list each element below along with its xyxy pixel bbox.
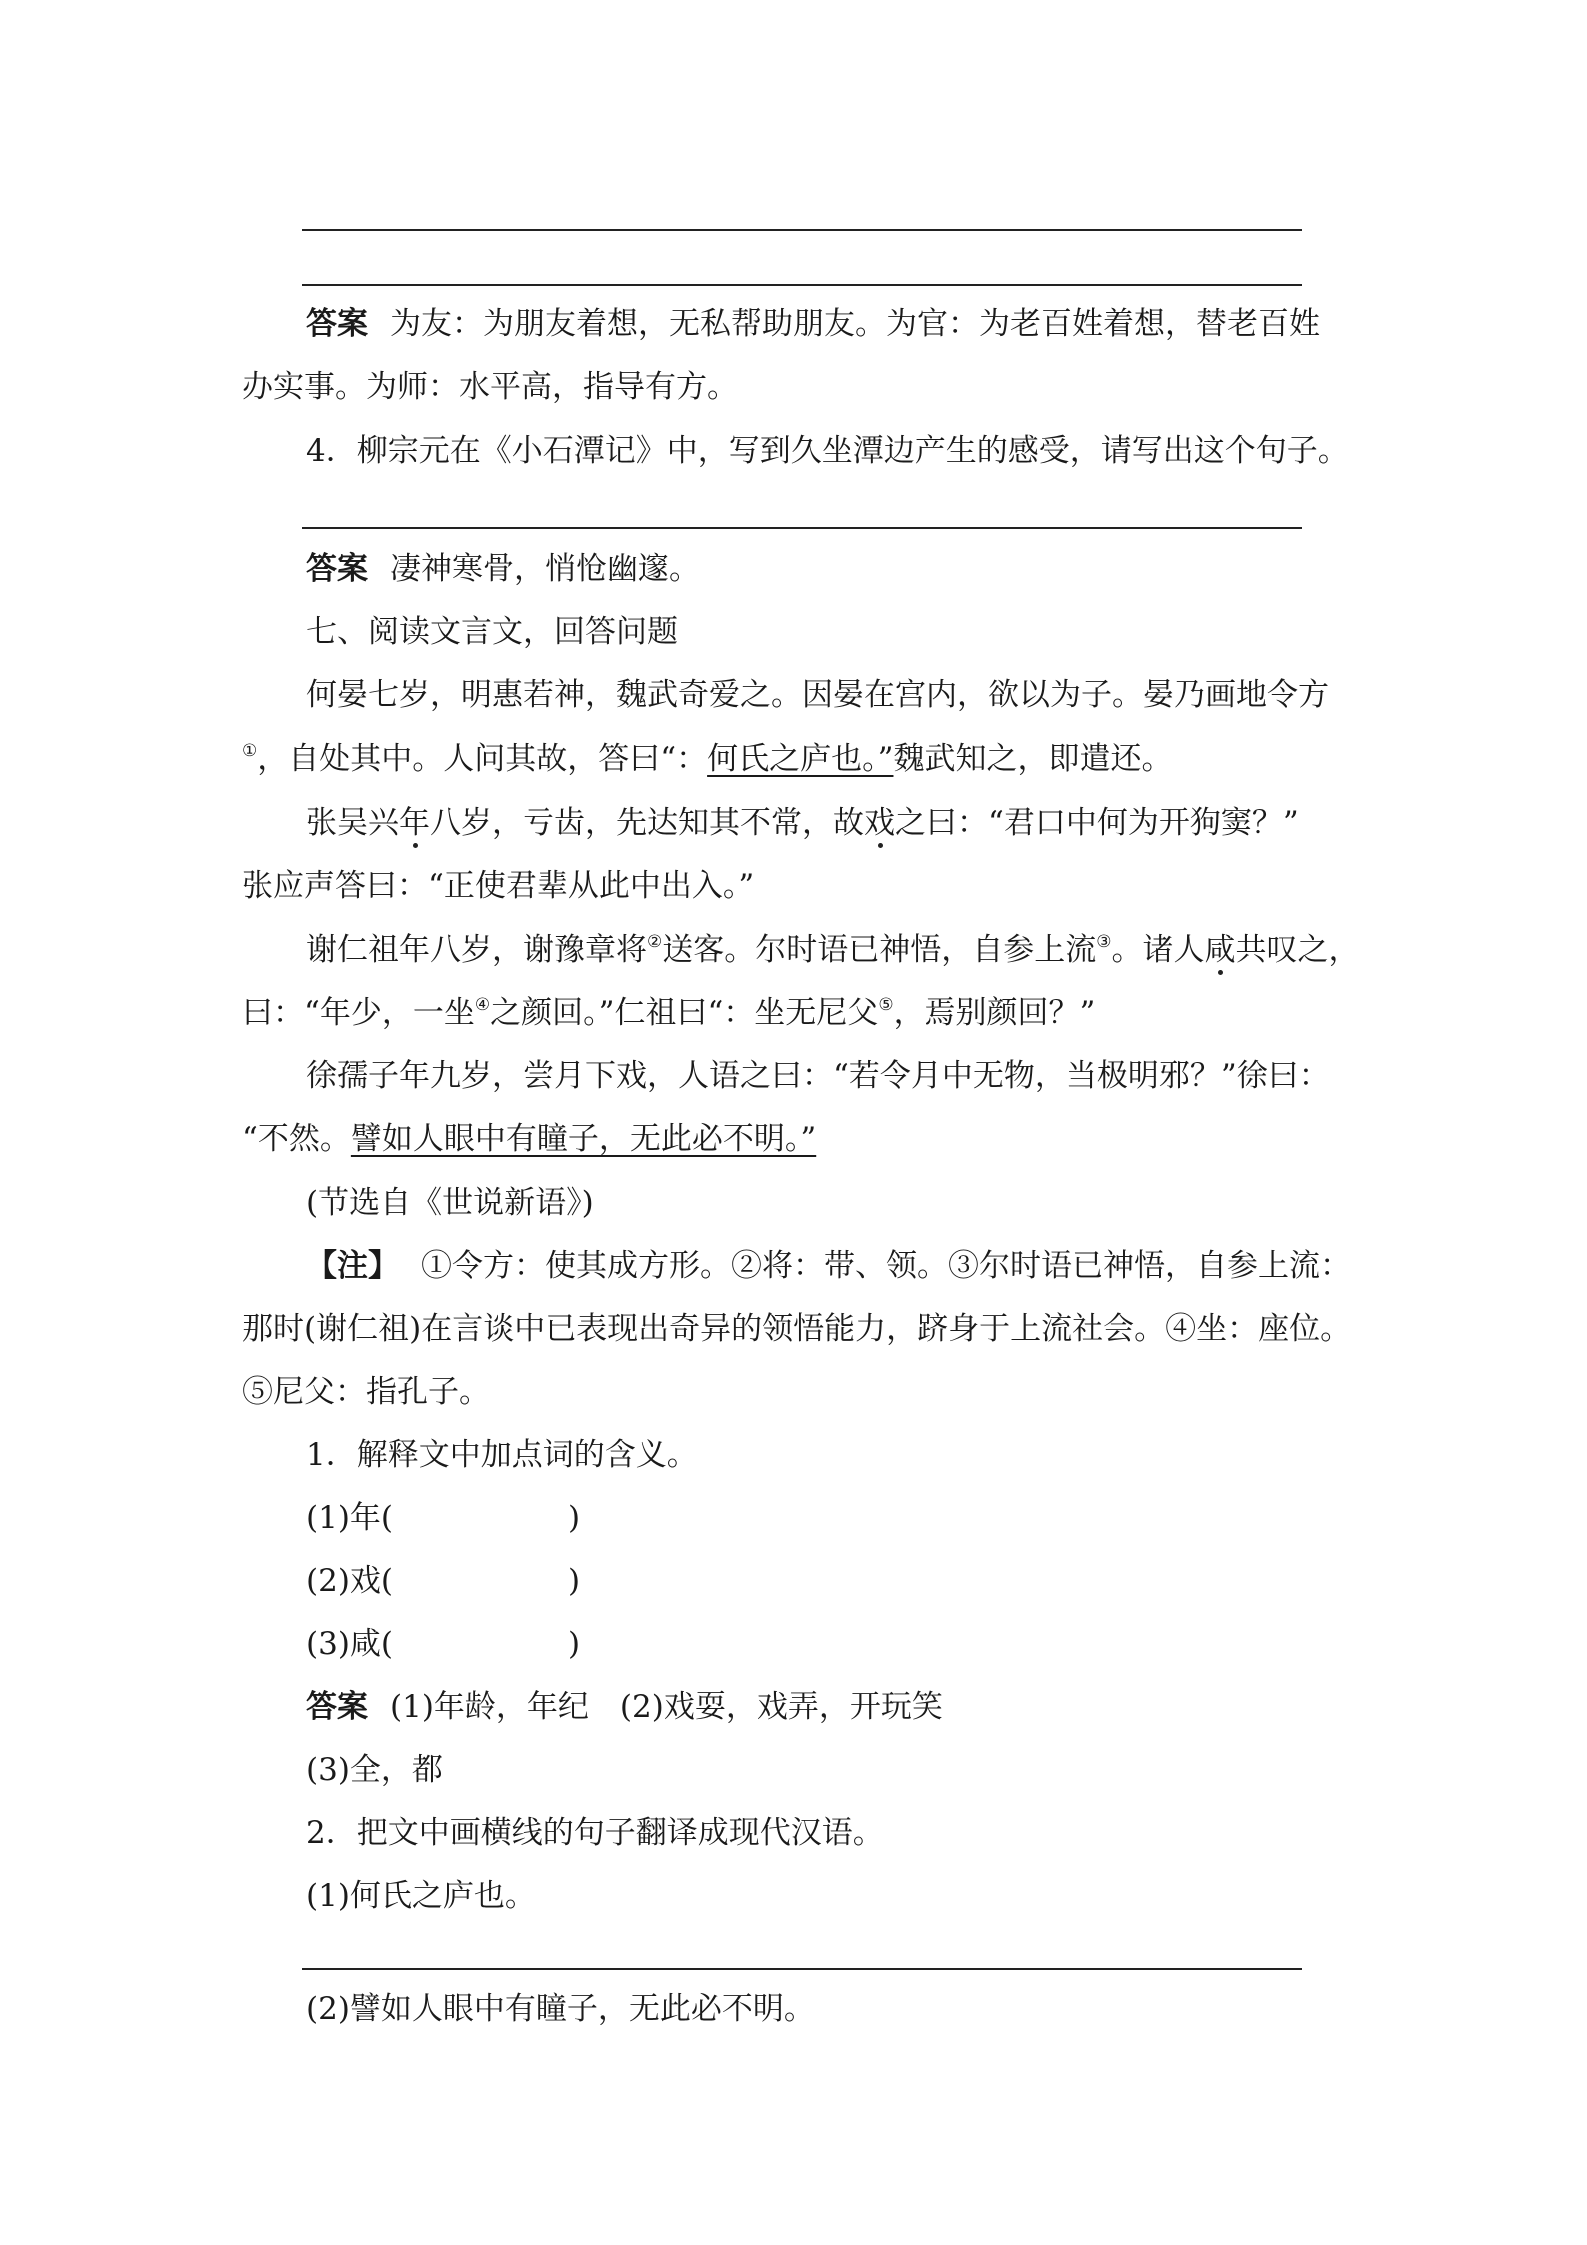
item-label: (3)咸( [306, 1626, 394, 1662]
q4-answer [306, 551, 1356, 587]
passage-p1-line1: 何晏七岁，明惠若神，魏武奇爱之。因晏在宫内，欲以为子。晏乃画地令方 [306, 677, 1329, 713]
q1-item-3 [306, 1626, 1356, 1662]
q1-answer-line1 [306, 1689, 1356, 1725]
passage-p4-line2 [242, 1121, 1352, 1157]
dotted-word: 咸 [1204, 932, 1236, 968]
note-text: ①令方：使其成方形。②将：带、领。③尔时语已神悟，自参上流： [421, 1248, 1351, 1284]
passage-p2-line1 [306, 805, 1356, 841]
passage-text: 魏武知之，即遣还。 [893, 741, 1173, 777]
passage-text: ，自处其中。人问其故，答曰“： [257, 741, 708, 777]
passage-source: (节选自《世说新语》) [306, 1185, 594, 1221]
passage-text: 张吴兴 [306, 805, 399, 841]
underlined-sentence: 譬如人眼中有瞳子，无此必不明。” [350, 1121, 817, 1157]
q3-answer-line2: 办实事。为师：水平高，指导有方。 [242, 369, 738, 405]
answer-blank-line[interactable] [302, 1968, 1302, 1970]
footnote-ref: ⑤ [878, 995, 894, 1015]
passage-text: 共叹之， [1235, 932, 1360, 968]
paren-close: ) [568, 1626, 581, 1662]
passage-p1-line2 [242, 741, 1352, 777]
passage-text: 八岁，亏齿，先达知其不常，故 [430, 805, 864, 841]
answer-blank-line[interactable] [302, 229, 1302, 231]
q1-item-1 [306, 1500, 1356, 1536]
passage-text: 谢仁祖年八岁，谢豫章将 [306, 932, 647, 968]
notes-line2: 那时(谢仁祖)在言谈中已表现出奇异的领悟能力，跻身于上流社会。④坐：座位。 [242, 1311, 1352, 1347]
passage-text: 曰：“年少，一坐 [242, 995, 475, 1031]
answer-blank-line[interactable] [302, 284, 1302, 286]
answer-text: 为友：为朋友着想，无私帮助朋友。为官：为老百姓着想，替老百姓 [390, 306, 1320, 342]
answer-text: 凄神寒骨，悄怆幽邃。 [390, 551, 700, 587]
footnote-ref: ① [242, 741, 258, 761]
passage-text: 送客。尔时语已神悟，自参上流 [662, 932, 1097, 968]
dotted-word: 戏 [864, 805, 895, 841]
q2-item-2: (2)譬如人眼中有瞳子，无此必不明。 [306, 1991, 815, 2027]
answer-text: (1)年龄，年纪 (2)戏耍，戏弄，开玩笑 [390, 1689, 943, 1725]
q3-answer-line1 [306, 306, 1356, 342]
footnote-ref: ③ [1096, 932, 1112, 952]
question-4: 4．柳宗元在《小石潭记》中，写到久坐潭边产生的感受，请写出这个句子。 [306, 433, 1349, 469]
passage-text: “不然。 [242, 1121, 351, 1157]
answer-label: 答案 [306, 1689, 368, 1725]
passage-text: 。诸人 [1111, 932, 1205, 968]
passage-p2-line2: 张应声答曰：“正使君辈从此中出入。” [242, 868, 755, 904]
q1-item-2 [306, 1563, 1356, 1599]
footnote-ref: ② [647, 932, 663, 952]
question-2: 2．把文中画横线的句子翻译成现代汉语。 [306, 1815, 884, 1851]
passage-p3-line2 [242, 995, 1352, 1031]
answer-label: 答案 [306, 551, 368, 587]
q1-answer-line2: (3)全，都 [306, 1752, 443, 1788]
passage-p3-line1 [306, 932, 1360, 968]
question-1: 1．解释文中加点词的含义。 [306, 1437, 698, 1473]
passage-p4-line1: 徐孺子年九岁，尝月下戏，人语之曰：“若令月中无物，当极明邪？”徐曰： [306, 1058, 1330, 1094]
passage-text: 之颜回。”仁祖曰“：坐无尼父 [490, 995, 879, 1031]
answer-blank-line[interactable] [302, 527, 1302, 529]
dotted-word: 年 [399, 805, 430, 841]
item-label: (1)年( [306, 1500, 394, 1536]
notes-line3: ⑤尼父：指孔子。 [242, 1374, 490, 1410]
footnote-ref: ④ [474, 995, 491, 1015]
note-label: 【注】 [306, 1248, 399, 1284]
q2-item-1: (1)何氏之庐也。 [306, 1878, 536, 1914]
answer-label: 答案 [306, 306, 368, 342]
passage-text: 之曰：“君口中何为开狗窦？” [895, 805, 1299, 841]
passage-text: ，焉别颜回？” [893, 995, 1096, 1031]
underlined-sentence: 何氏之庐也。” [707, 741, 894, 777]
paren-close: ) [568, 1563, 581, 1599]
section-heading: 七、阅读文言文，回答问题 [306, 614, 678, 650]
item-label: (2)戏( [306, 1563, 394, 1599]
paren-close: ) [568, 1500, 581, 1536]
notes-line1 [306, 1248, 1356, 1284]
